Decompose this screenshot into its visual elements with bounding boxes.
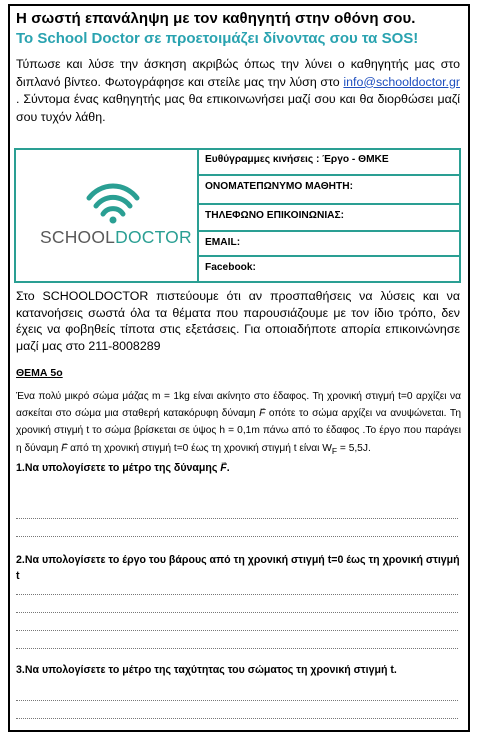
email-link[interactable]: info@schooldoctor.gr bbox=[343, 74, 460, 89]
answer-line[interactable] bbox=[16, 536, 458, 537]
answer-line[interactable] bbox=[16, 700, 458, 701]
force-vector-symbol: → F bbox=[220, 462, 226, 474]
answer-line[interactable] bbox=[16, 630, 458, 631]
answer-line[interactable] bbox=[16, 718, 458, 719]
question-1: 1.Να υπολογίσετε το μέτρο της δύναμης → F. bbox=[16, 462, 230, 474]
phone-field[interactable]: ΤΗΛΕΦΩΝΟ ΕΠΙΚΟΙΝΩΝΙΑΣ: bbox=[199, 205, 461, 232]
student-info-box bbox=[14, 148, 461, 283]
student-name-field[interactable]: ΟΝΟΜΑΤΕΠΩΝΥΜΟ ΜΑΘΗΤΗ: bbox=[199, 176, 461, 205]
answer-line[interactable] bbox=[16, 594, 458, 595]
facebook-field[interactable]: Facebook: bbox=[205, 262, 256, 273]
schooldoctor-logo bbox=[16, 150, 198, 281]
answer-line[interactable] bbox=[16, 612, 458, 613]
answer-line[interactable] bbox=[16, 518, 458, 519]
intro-paragraph: Τύπωσε και λύσε την άσκηση ακριβώς όπως την λύνει ο καθηγητής μας στο διπλανό βίντεο. Φωτογράφησε και στείλε μας την λύση στο info@schooldoctor.gr . Σύντομα ένας καθηγητής μας θα επικοινωνήσει μαζί σου και θα διορθώσει μαζί σου τυχόν λάθη. bbox=[16, 57, 460, 124]
email-field[interactable]: EMAIL: bbox=[199, 232, 461, 257]
answer-line[interactable] bbox=[16, 648, 458, 649]
note-paragraph: Στο SCHOOLDOCTOR πιστεύουμε ότι αν προσπαθήσεις να λύσεις και να κατανοήσεις σωστά όλα τα θέματα που παρουσιάζουμε με τον ίδιο τρόπο, δεν έχεις να φοβηθείς τίποτα στις εξετάσεις. Για οποιαδήποτε απορία επικοινώνησε μαζί μας στο 211-8008289 bbox=[16, 289, 460, 353]
theme-heading: ΘΕΜΑ 5ο bbox=[16, 367, 63, 379]
info-table bbox=[197, 150, 461, 281]
logo-wordmark: SCHOOLDOCTOR bbox=[40, 227, 192, 247]
force-vector-symbol: → F bbox=[61, 443, 67, 454]
header-title: Η σωστή επανάληψη με τον καθηγητή στην οθόνη σου. bbox=[16, 10, 416, 27]
header-subtitle: Το School Doctor σε προετοιμάζει δίνοντας σου τα SOS! bbox=[16, 30, 419, 47]
question-2: 2.Να υπολογίσετε το έργο του βάρους από τη χρονική στιγμή t=0 έως τη χρονική στιγμή t bbox=[16, 554, 460, 582]
topic-row: Ευθύγραμμες κινήσεις : Έργο - ΘΜΚΕ bbox=[199, 150, 461, 176]
problem-statement: Ένα πολύ μικρό σώμα μάζας m = 1kg είναι ακίνητο στο έδαφος. Τη χρονική στιγμή t=0 αρχίζει να ασκείται στο σώμα μια σταθερή κατακόρυφη δύναμη → F οπότε το σώμα αρχίζει να ανυψώνεται. Τη χρονική στιγμή t το σώμα βρίσκεται σε ύψος h = 0,1m πάνω από το έδαφος .Το έργο που παράγει η δύναμη → F από τη χρονική στιγμή t=0 έως τη χρονική στιγμή t είναι $W_F = 5,5J$. 1.Να υπολογίσετε το μέτρο της δύναμης → F. bbox=[16, 388, 461, 477]
wifi-signal-icon bbox=[16, 150, 198, 281]
question-3: 3.Να υπολογίσετε το μέτρο της ταχύτητας του σώματος τη χρονική στιγμή t. bbox=[16, 664, 397, 676]
force-vector-symbol: → F bbox=[259, 408, 265, 419]
